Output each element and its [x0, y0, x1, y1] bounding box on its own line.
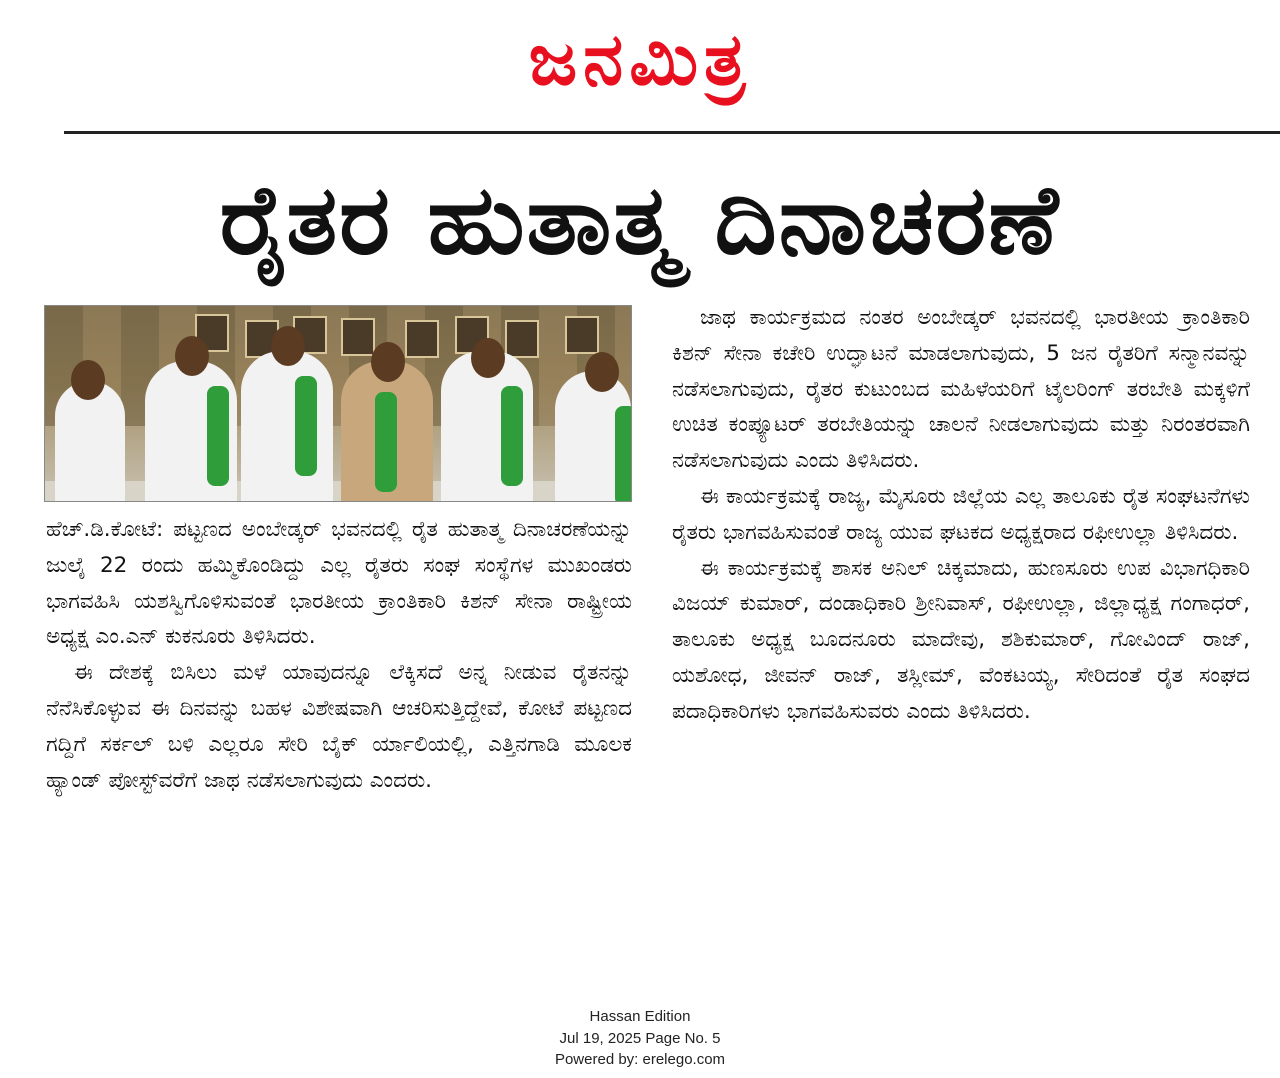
photo-person-head — [71, 360, 105, 400]
photo-person — [241, 351, 333, 501]
article-paragraph: ಈ ದೇಶಕ್ಕೆ ಬಿಸಿಲು ಮಳೆ ಯಾವುದನ್ನೂ ಲೆಕ್ಕಿಸದೆ ಅನ್ನ ನೀಡುವ ರೈತನನ್ನು ನೆನೆಸಿಕೊಳ್ಳುವ ಈ ದಿನವನ್ನು ಬಹಳ ವಿಶೇಷವಾಗಿ ಆಚರಿಸುತ್ತಿದ್ದೇವೆ, ಕೋಟೆ ಪಟ್ಟಣದ ಗದ್ದಿಗೆ ಸರ್ಕಲ್ ಬಳಿ ಎಲ್ಲರೂ ಸೇರಿ ಬೈಕ್ ರ್ಯಾಲಿಯಲ್ಲಿ, ಎತ್ತಿನಗಾಡಿ ಮೂಲಕ ಹ್ಯಾಂಡ್ ಪೋಸ್ಟ್‌ವರೆಗೆ ಜಾಥ ನಡೆಸಲಾಗುವುದು ಎಂದರು. — [46, 660, 632, 793]
photo-person-head — [585, 352, 619, 392]
edition-label: Hassan Edition — [589, 1008, 691, 1025]
photo-green-scarf — [501, 386, 523, 486]
article-headline: ರೈತರ ಹುತಾತ್ಮ ದಿನಾಚರಣೆ — [219, 164, 1061, 276]
article-photo — [44, 305, 632, 502]
article-paragraph: ಹೆಚ್.ಡಿ.ಕೋಟೆ: ಪಟ್ಟಣದ ಅಂಬೇಡ್ಕರ್ ಭವನದಲ್ಲಿ ರೈತ ಹುತಾತ್ಮ ದಿನಾಚರಣೆಯನ್ನು ಜುಲೈ 22 ರಂದು ಹಮ್ಮಿಕೊಂಡಿದ್ದು ಎಲ್ಲ ರೈತರು ಸಂಘ ಸಂಸ್ಥೆಗಳ ಮುಖಂಡರು ಭಾಗವಹಿಸಿ ಯಶಸ್ವಿಗೊಳಿಸುವಂತೆ ಭಾರತೀಯ ಕ್ರಾಂತಿಕಾರಿ ಕಿಶನ್ ಸೇನಾ ರಾಷ್ಟ್ರೀಯ ಅಧ್ಯಕ್ಷ ಎಂ.ಎನ್ ಕುಕನೂರು ತಿಳಿಸಿದರು. — [46, 517, 632, 650]
photo-portrait — [505, 320, 539, 358]
right-column-text — [672, 300, 1250, 730]
article-paragraph: ಜಾಥ ಕಾರ್ಯಕ್ರಮದ ನಂತರ ಅಂಬೇಡ್ಕರ್ ಭವನದಲ್ಲಿ ಭಾರತೀಯ ಕ್ರಾಂತಿಕಾರಿ ಕಿಶನ್ ಸೇನಾ ಕಚೇರಿ ಉದ್ಘಾಟನೆ ಮಾಡಲಾಗುವುದು, 5 ಜನ ರೈತರಿಗೆ ಸನ್ಮಾನವನ್ನು ನಡೆಸಲಾಗುವುದು, ರೈತರ ಕುಟುಂಬದ ಮಹಿಳೆಯರಿಗೆ ಟೈಲರಿಂಗ್ ತರಬೇತಿ ಮಕ್ಕಳಿಗೆ ಉಚಿತ ಕಂಪ್ಯೂಟರ್ ತರಬೇತಿಯನ್ನು ಚಾಲನೆ ನೀಡಲಾಗುವುದು ಮತ್ತು ನಿರಂತರವಾಗಿ ನಡೆಸಲಾಗುವುದು ಎಂದು ತಿಳಿಸಿದರು. — [672, 305, 1250, 474]
article-paragraph: ಈ ಕಾರ್ಯಕ್ರಮಕ್ಕೆ ಶಾಸಕ ಅನಿಲ್ ಚಿಕ್ಕಮಾದು, ಹುಣಸೂರು ಉಪ ವಿಭಾಗಧಿಕಾರಿ ವಿಜಯ್ ಕುಮಾರ್, ದಂಡಾಧಿಕಾರಿ ಶ್ರೀನಿವಾಸ್, ರಫೀಉಲ್ಲಾ, ಜಿಲ್ಲಾಧ್ಯಕ್ಷ ಗಂಗಾಧರ್, ತಾಲೂಕು ಅಧ್ಯಕ್ಷ ಬೂದನೂರು ಮಾದೇವು, ಶಶಿಕುಮಾರ್, ಗೋವಿಂದ್ ರಾಜ್, ಯಶೋಧ, ಜೀವನ್ ರಾಜ್, ತಸ್ಲೀಮ್, ವೆಂಕಟಯ್ಯ, ಸೇರಿದಂತೆ ರೈತ ಸಂಘದ ಪದಾಧಿಕಾರಿಗಳು ಭಾಗವಹಿಸುವರು ಎಂದು ತಿಳಿಸಿದರು. — [672, 555, 1250, 724]
masthead-divider — [64, 131, 1280, 134]
photo-portrait — [341, 318, 375, 356]
article-paragraph: ಈ ಕಾರ್ಯಕ್ರಮಕ್ಕೆ ರಾಜ್ಯ, ಮೈಸೂರು ಜಿಲ್ಲೆಯ ಎಲ್ಲ ತಾಲೂಕು ರೈತ ಸಂಘಟನೆಗಳು ರೈತರು ಭಾಗವಹಿಸುವಂತೆ ರಾಜ್ಯ ಯುವ ಘಟಕದ ಅಧ್ಯಕ್ಷರಾದ ರಫೀಉಲ್ಲಾ ತಿಳಿಸಿದರು. — [672, 483, 1250, 545]
photo-person-head — [371, 342, 405, 382]
photo-floor — [45, 481, 631, 501]
photo-portrait — [565, 316, 599, 354]
photo-green-scarf — [375, 392, 397, 492]
photo-portrait — [405, 320, 439, 358]
photo-green-scarf — [207, 386, 229, 486]
photo-green-scarf — [615, 406, 632, 502]
powered-by-link[interactable]: Powered by: erelego.com — [554, 1051, 726, 1068]
page-footer — [490, 1006, 790, 1071]
newspaper-masthead: ಜನಮಿತ್ರ — [528, 17, 752, 101]
photo-green-scarf — [295, 376, 317, 476]
photo-person-head — [471, 338, 505, 378]
photo-person-head — [271, 326, 305, 366]
left-column-text — [46, 512, 632, 798]
date-page-label: Jul 19, 2025 Page No. 5 — [559, 1029, 721, 1047]
photo-person-head — [175, 336, 209, 376]
photo-background-wall — [45, 306, 631, 426]
